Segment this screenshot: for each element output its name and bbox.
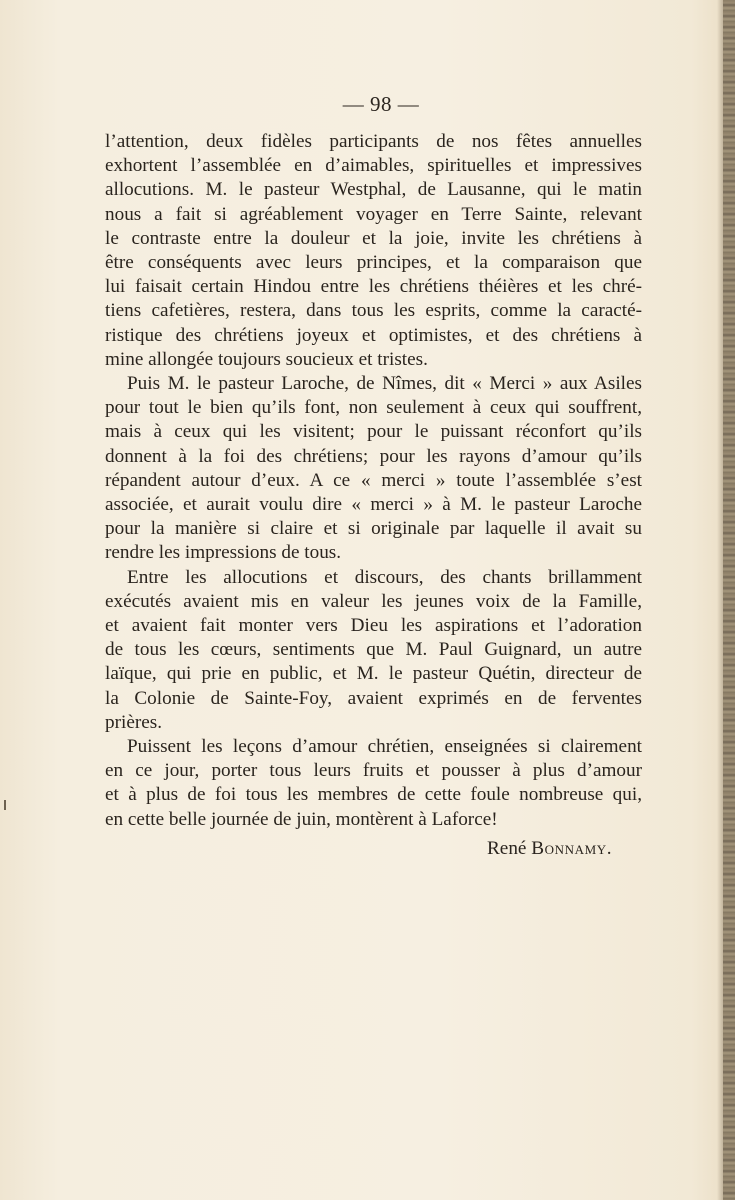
page-number: — 98 — [342,92,420,116]
page-edge [723,0,735,1200]
text-line: et avaient fait monter vers Dieu les aspirations et l’adoration [105,615,642,637]
text-line: Puissent les leçons d’amour chrétien, enseignées si clairement [127,736,642,758]
text-line: donnent à la foi des chrétiens; pour les rayons d’amour qu’ils [105,445,642,467]
text-line: pour tout le bien qu’ils font, non seulement à ceux qui souffrent, [105,397,642,419]
text-line: pour la manière si claire et si originale par laquelle il avait su [105,518,642,540]
text-line: tiens cafetières, restera, dans tous les esprits, comme la caracté- [105,300,642,322]
text-line: allocutions. M. le pasteur Westphal, de Lausanne, qui le matin [105,179,642,201]
signature-last-name: Bonnamy. [531,838,613,859]
text-line: rendre les impressions de tous. [105,542,342,564]
text-line: en ce jour, porter tous leurs fruits et pousser à plus d’amour [105,760,642,782]
text-line: mais à ceux qui les visitent; pour le puissant réconfort qu’ils [105,421,642,443]
text-line: de tous les cœurs, sentiments que M. Paul Guignard, un autre [105,639,642,661]
text-line: lui faisait certain Hindou entre les chrétiens théières et les chré- [105,276,642,298]
text-line: la Colonie de Sainte-Foy, avaient exprimés en de ferventes [105,687,642,709]
paragraph [105,372,642,566]
text-line: ristique des chrétiens joyeux et optimistes, et des chrétiens à [105,324,642,346]
text-line: et à plus de foi tous les membres de cette foule nombreuse qui, [105,784,642,806]
text-line: l’attention, deux fidèles participants de nos fêtes annuelles [105,131,642,152]
text-line: en cette belle journée de juin, montèrent à Laforce! [105,808,498,830]
text-line: Entre les allocutions et discours, des chants brillamment [127,566,642,588]
text-line: le contraste entre la douleur et la joie, invite les chrétiens à [105,227,642,249]
text-line: Puis M. le pasteur Laroche, de Nîmes, dit « Merci » aux Asiles [127,373,642,395]
text-line: laïque, qui prie en public, et M. le pasteur Quétin, directeur de [105,663,642,685]
margin-mark [4,800,6,810]
body-text [105,130,642,832]
text-line: exhortent l’assemblée en d’aimables, spirituelles et impressives [105,155,642,177]
text-line: être conséquents avec leurs principes, et la comparaison que [105,252,642,274]
paragraph [105,130,642,372]
signature [487,838,612,860]
text-line: prières. [105,711,163,733]
signature-first-name: René [487,838,527,859]
paragraph [105,566,642,735]
paragraph [105,735,642,832]
text-line: associée, et aurait voulu dire « merci » à M. le pasteur Laroche [105,494,642,516]
text-line: mine allongée toujours soucieux et tristes. [105,348,428,370]
text-line: exécutés avaient mis en valeur les jeunes voix de la Famille, [105,590,642,612]
text-line: nous a fait si agréablement voyager en Terre Sainte, relevant [105,203,642,225]
text-line: répandent autour d’eux. A ce « merci » toute l’assemblée s’est [105,469,642,491]
